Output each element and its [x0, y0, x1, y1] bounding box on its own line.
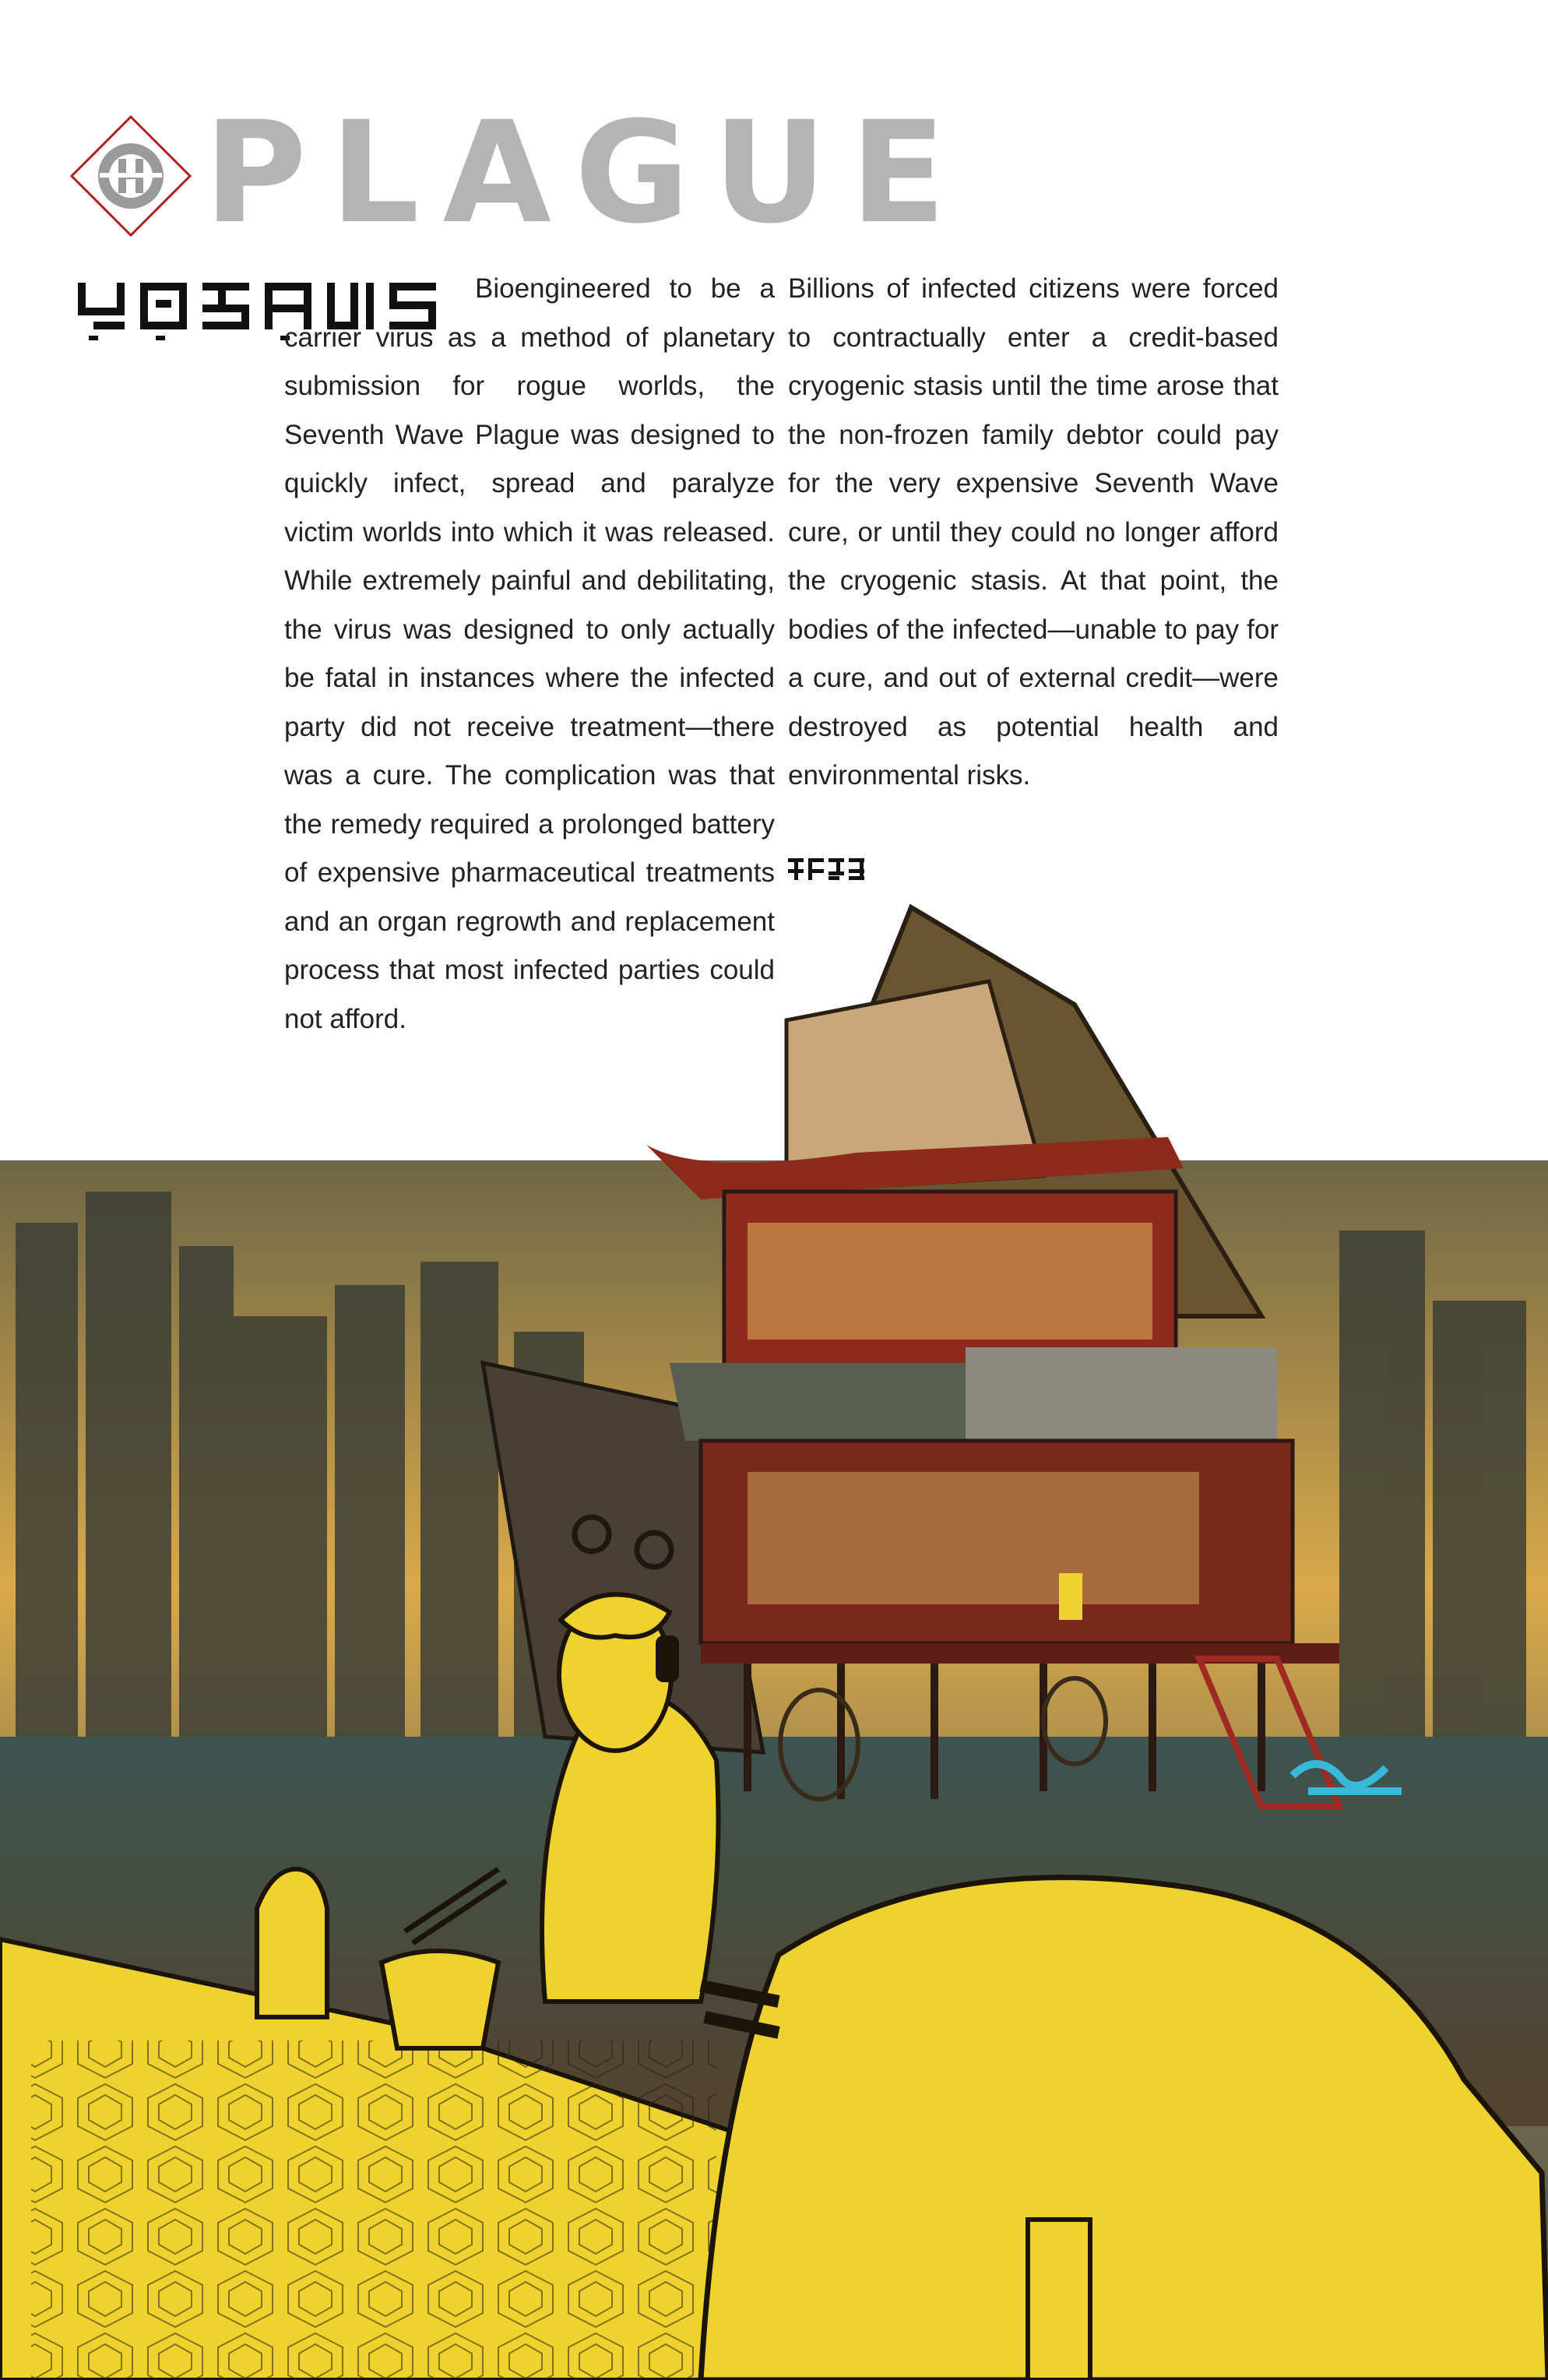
- page-title: PLAGUE: [204, 92, 969, 255]
- body-column-left: Bioengineered to be a carrier virus as a method of planetary submission for rogue worlds, the Seventh Wave Plague was designed to quickly infect, spread and paralyze victim worlds into which it was released. While extremely painful and debilitating, the virus was designed to only actually be fatal in instances where the infected party did not receive treatment—there was a cure. The complication was that the remedy required a prolonged battery of expensive pharmaceutical treatments and an organ regrowth and replacement process that most infected parties could not afford.: [284, 273, 775, 1034]
- alien-script-signature: [788, 855, 866, 883]
- illustration: [0, 896, 1548, 2380]
- body-column-right: Billions of infected citizens were forced to contractually enter a credit-based cryogenic stasis until the time arose that the non-frozen family debtor could pay for the very expensive Seventh Wave cure, or until they could no longer afford the cryogenic stasis. At that point, the bodies of the infected—unable to pay for a cure, and out of external credit—were destroyed as potential health and environmental risks.: [788, 273, 1279, 790]
- faction-emblem-icon: [69, 114, 193, 238]
